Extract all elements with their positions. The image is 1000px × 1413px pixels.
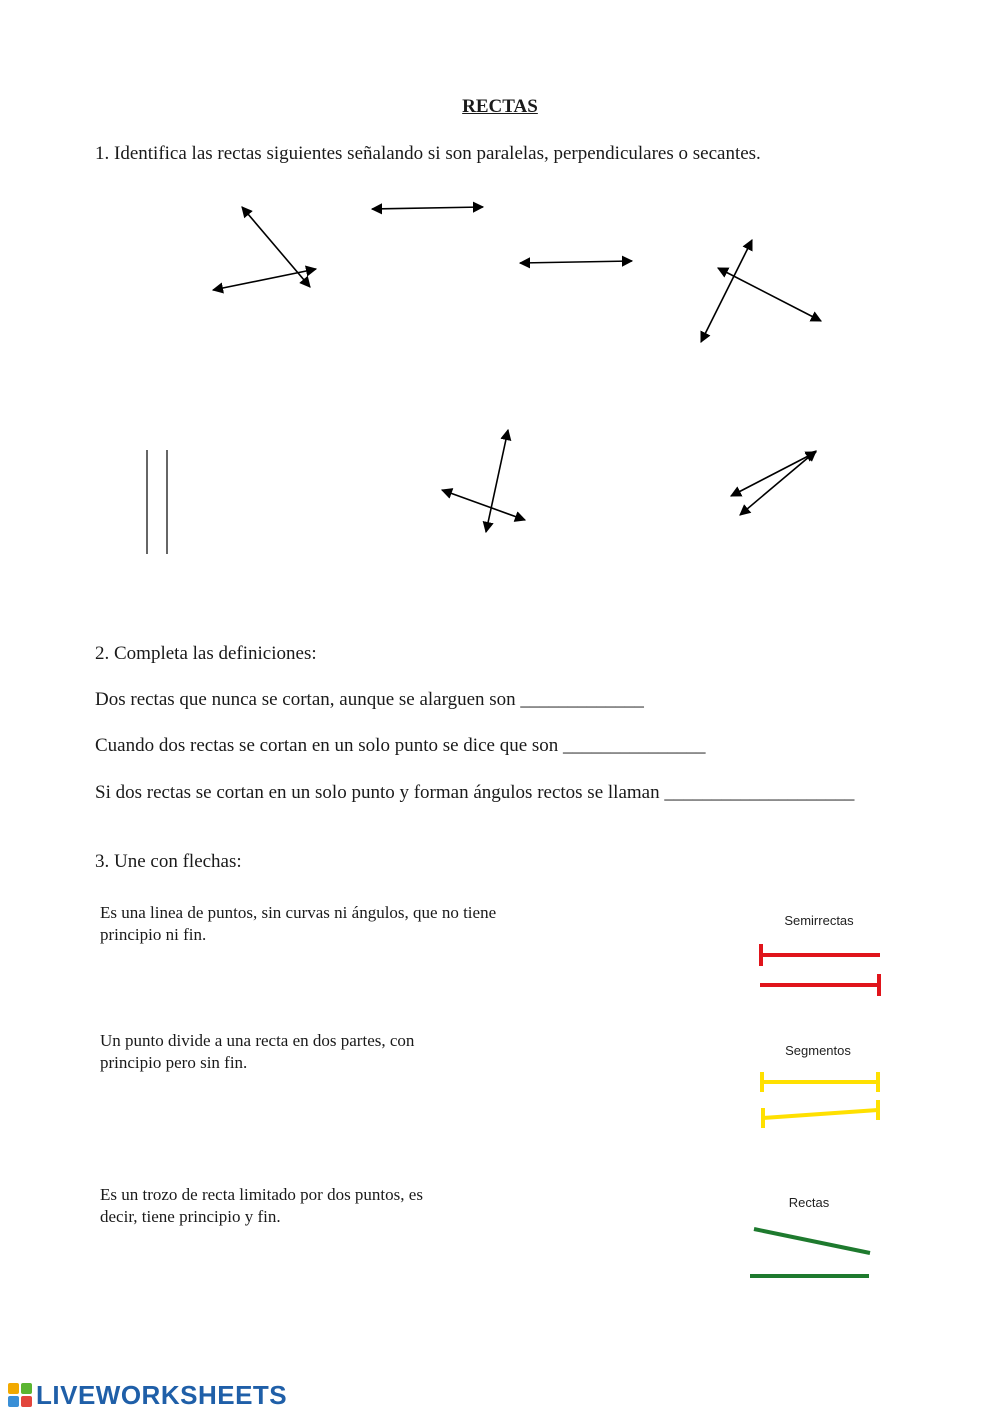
line-green-1 [754, 1229, 870, 1253]
label-rectas: Rectas [788, 1195, 830, 1210]
brand-name: LIVEWORKSHEETS [36, 1379, 288, 1410]
brand-blocks-icon [8, 1383, 32, 1407]
exercise-1-prompt: 1. Identifica las rectas siguientes señalando si son paralelas, perpendiculares o secantes. [95, 143, 761, 164]
page-title: RECTAS [462, 96, 538, 117]
definition-sentence-2: Cuando dos rectas se cortan en un solo punto se dice que son _______________ [95, 735, 706, 756]
label-semirrectas: Semirrectas [784, 913, 854, 928]
definition-sentence-3: Si dos rectas se cortan en un solo punto y forman ángulos rectos se llaman ____________________ [95, 782, 855, 803]
match-definition-2: Un punto divide a una recta en dos partes, con principio pero sin fin. [100, 1031, 415, 1072]
exercise-2-prompt: 2. Completa las definiciones: [95, 643, 317, 664]
match-definition-3: Es un trozo de recta limitado por dos puntos, es decir, tiene principio y fin. [100, 1185, 423, 1226]
segmentos-example [762, 1072, 878, 1128]
definition-sentence-1: Dos rectas que nunca se cortan, aunque se alarguen son _____________ [95, 689, 644, 710]
semirrectas-example [760, 944, 880, 996]
match-definition-1: Es una linea de puntos, sin curvas ni ángulos, que no tiene principio ni fin. [100, 903, 497, 944]
rectas-example [750, 1229, 870, 1276]
exercise-3-prompt: 3. Une con flechas: [95, 851, 242, 872]
segment-yellow-2 [763, 1110, 878, 1118]
brand-logo [8, 1380, 287, 1410]
label-segmentos: Segmentos [785, 1043, 851, 1058]
